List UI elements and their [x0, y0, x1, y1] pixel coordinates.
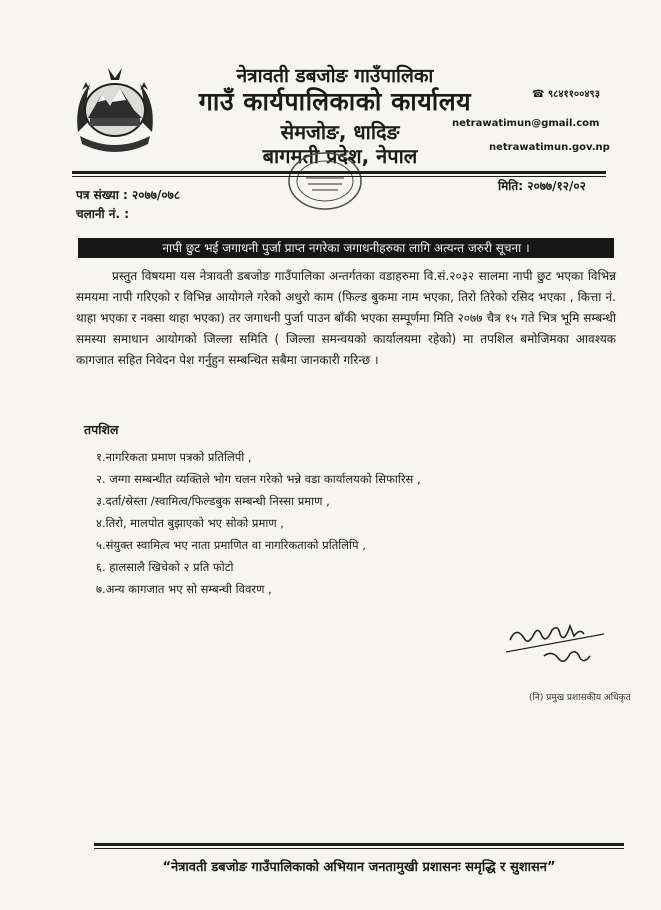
list-item: ६. हालसालै खिचेको २ प्रति फोटो [96, 560, 234, 574]
phone-number: ☎ ९८४११००४९३ [532, 89, 600, 100]
office-stamp-icon [286, 150, 364, 212]
office-name: गाउँ कार्यपालिकाको कार्यालय [198, 87, 472, 116]
subject-banner: नापी छुट भई जगाधनी पुर्जा प्राप्त नगरेका जगाधनीहरुका लागि अत्यन्त जरुरी सूचना । [78, 238, 614, 258]
header-rule [72, 171, 606, 174]
municipality-name: नेत्रावती डबजोङ गाउँपालिका [236, 65, 434, 87]
signature-icon [500, 612, 610, 672]
footer-slogan: “नेत्रावती डबजोङ गाउँपालिकाको अभियान जनतामुखी प्रशासनः समृद्धि र सुशासन” [162, 860, 556, 875]
list-item: ५.संयुक्त स्वामित्व भए नाता प्रमाणित वा नागरिकताको प्रतिलिपि , [96, 538, 366, 552]
notice-body: प्रस्तुत विषयमा यस नेत्रावती डबजोङ गाउँपालिका अन्तर्गतका वडाहरुमा वि.सं.२०३२ सालमा नापी छुट भएका विभिन्न समयमा नापी गरिएको र विभिन्न आयोगले गरेको अधुरो काम (फिल्ड बुकमा नाम भएका, तिरो तिरेको रसिद भएका , कित्ता नं. थाहा भएका र नक्सा थाहा भएका) तर जगाधनी पुर्जा पाउन बाँकी भएका सम्पूर्णमा मिति २०७७ चैत्र १५ गते भित्र भूमि सम्बन्धी समस्या समाधान आयोगको जिल्ला समिति ( जिल्ला समन्वयको कार्यालयमा रहेको) मा तपशिल बमोजिमका आवश्यक कागजात सहित निवेदन पेश गर्नुहुन सम्बन्धित सबैमा जानकारी गरिन्छ । [76, 269, 616, 367]
dispatch-number: चलानी नं. : [76, 207, 130, 221]
letter-date: मिति: २०७७/१२/०२ [498, 179, 586, 193]
list-item: ३.दर्ता/स्रेस्ता /स्वामित्व/फिल्डबुक सम्बन्धी निस्सा प्रमाण , [96, 494, 330, 508]
website-address: netrawatimun.gov.np [489, 142, 610, 153]
footer-rule-thin [94, 848, 624, 849]
list-item: ४.तिरो, मालपोत बुझाएको भए सोको प्रमाण , [96, 516, 284, 530]
office-location: सेमजोङ, धादिङ [280, 120, 400, 144]
list-item: १.नागरिकता प्रमाण पत्रको प्रतिलिपी , [96, 450, 252, 464]
section-title: तपशिल [84, 422, 119, 437]
office-province: बागमती प्रदेश, नेपाल [262, 144, 418, 168]
list-item: ७.अन्य कागजात भए सो सम्बन्धी विवरण , [96, 582, 272, 596]
list-item: २. जग्गा सम्बन्धीत व्यक्तिले भोग चलन गरेको भन्ने वडा कार्यालयको सिफारिस , [96, 472, 421, 486]
letter-number: पत्र संख्या : २०७७/०७८ [76, 188, 181, 202]
footer-rule [94, 843, 624, 846]
government-emblem-icon [68, 62, 162, 152]
document-list [96, 446, 421, 600]
email-address: netrawatimun@gmail.com [452, 118, 600, 129]
signer-title: (नि) प्रमुख प्रशासकीय अधिकृत [529, 693, 631, 703]
